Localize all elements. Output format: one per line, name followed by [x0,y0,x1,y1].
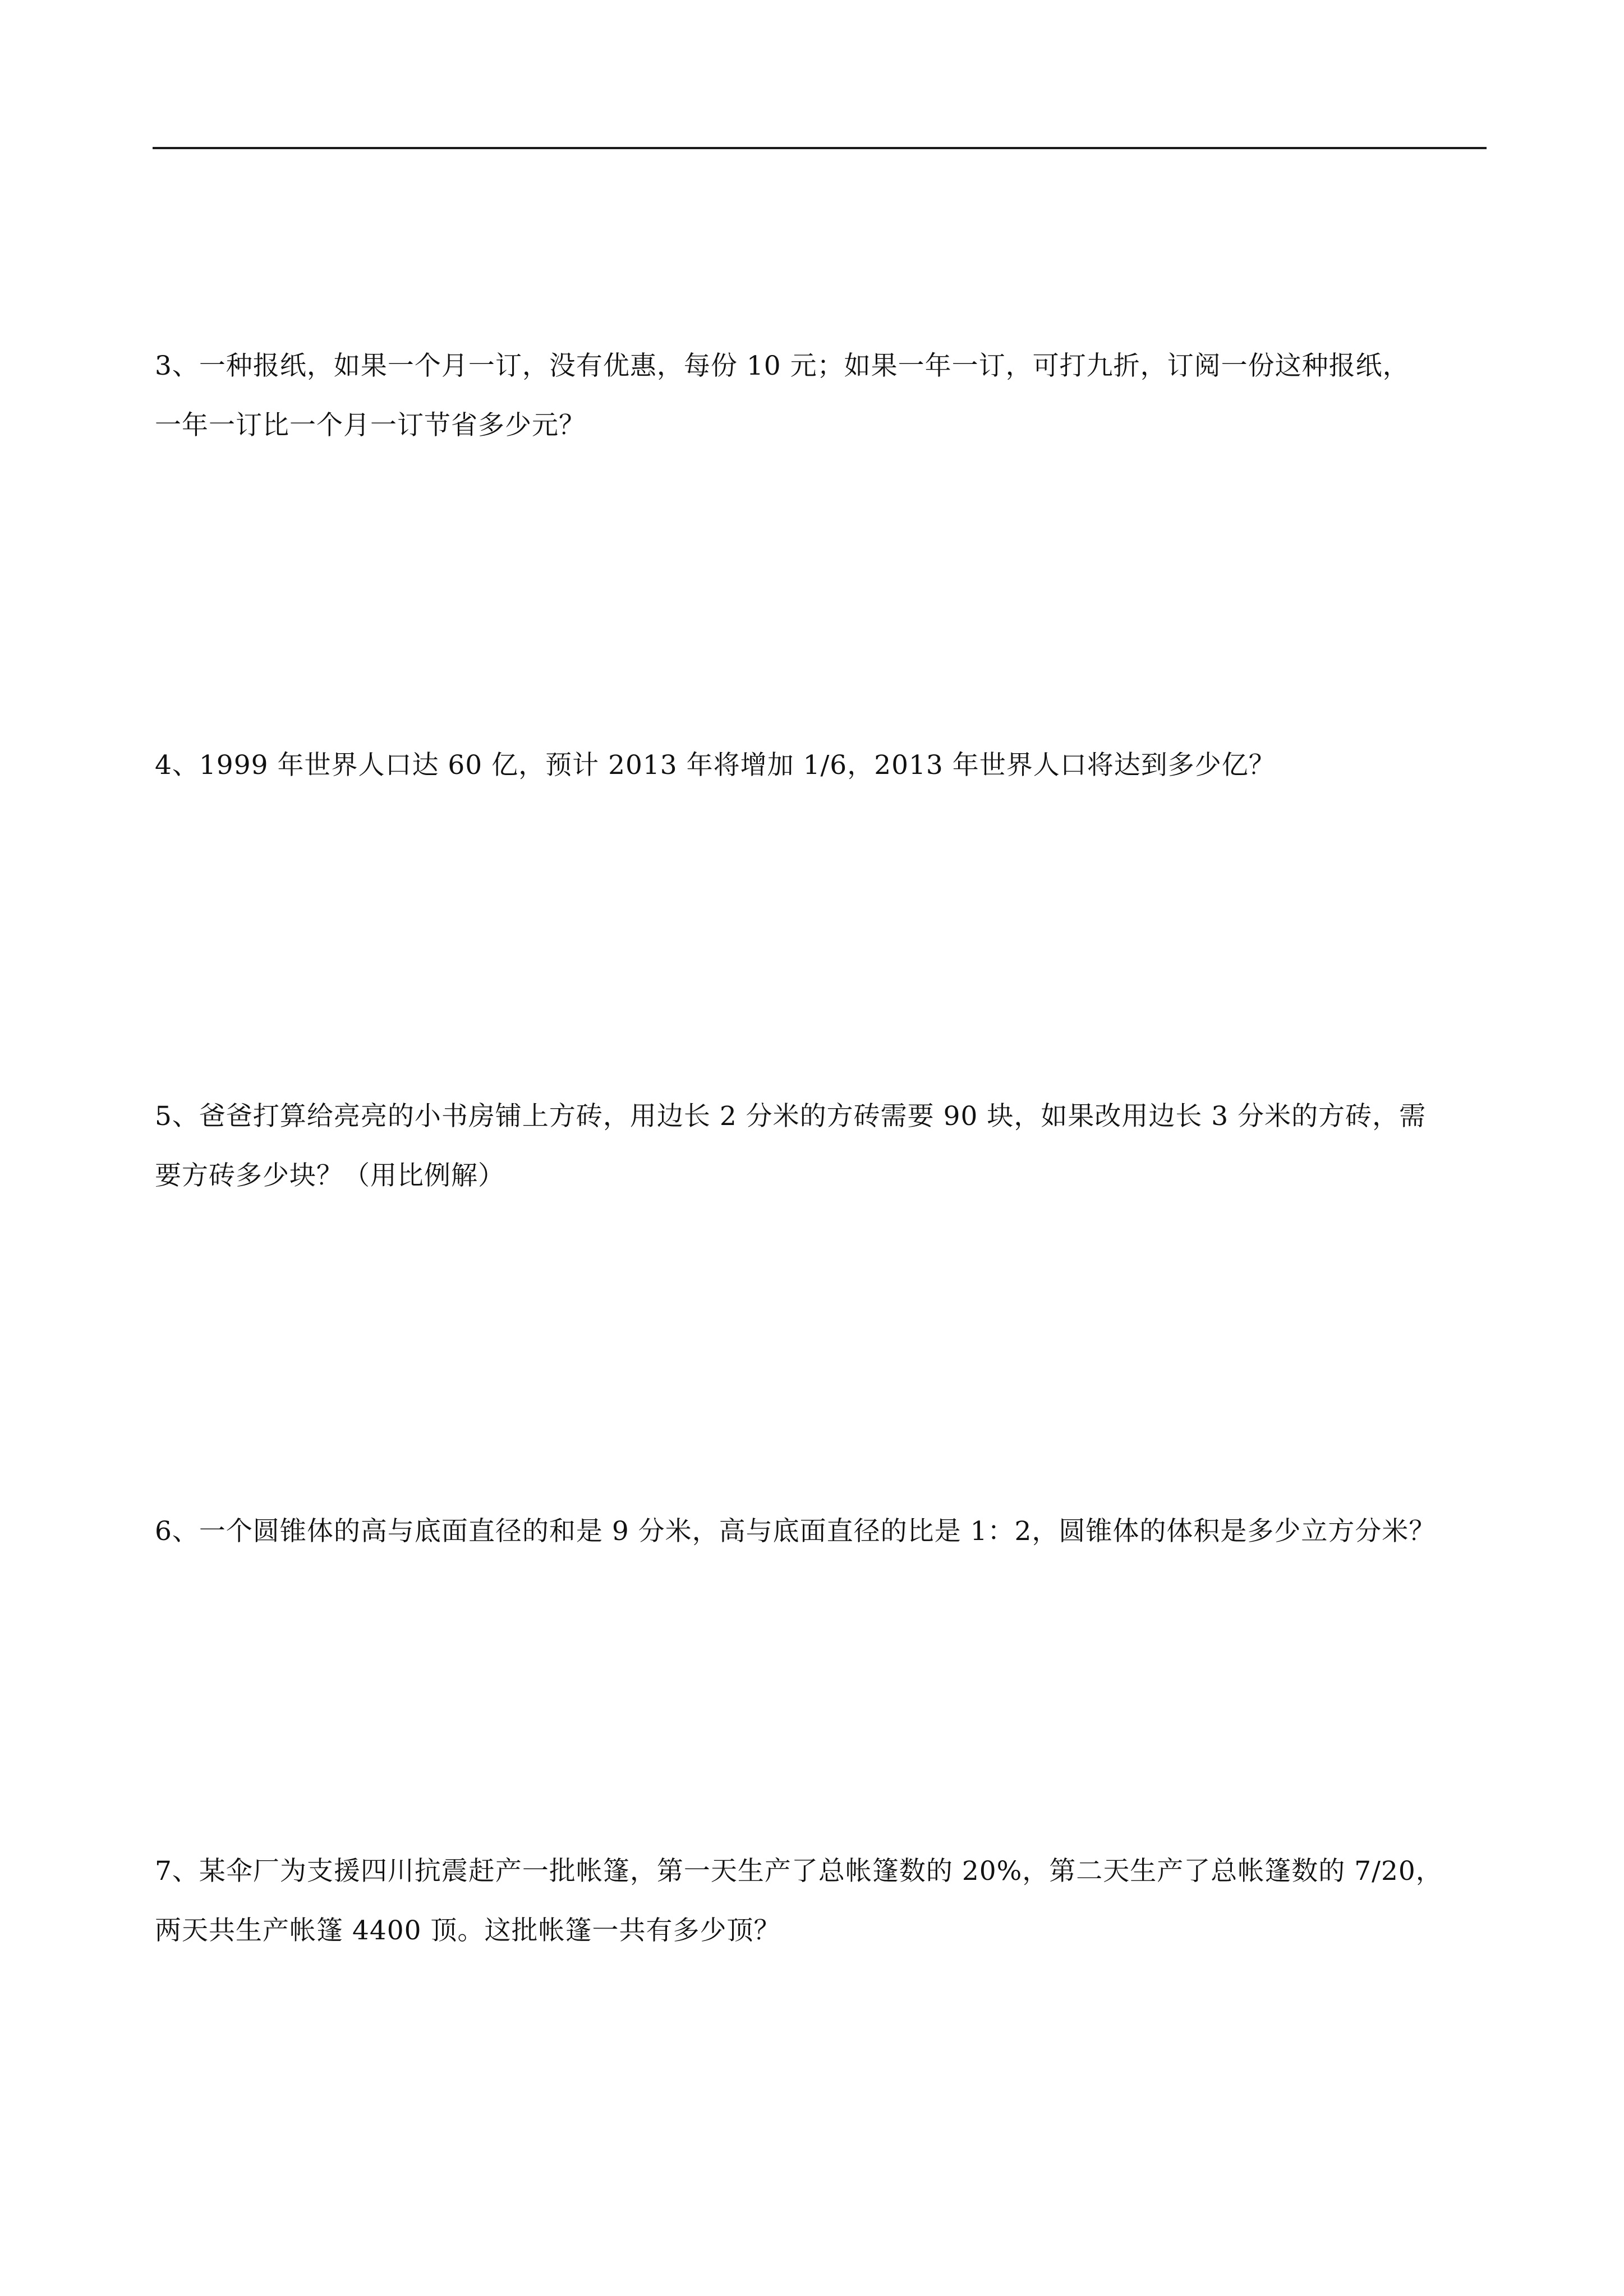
problem-line: 5、爸爸打算给亮亮的小书房铺上方砖，用边长 2 分米的方砖需要 90 块，如果改用边长 3 分米的方砖，需 [155,1101,1427,1132]
problem-line: 两天共生产帐篷 4400 顶。这批帐篷一共有多少顶？ [155,1915,781,1946]
problem-line: 7、某伞厂为支援四川抗震赶产一批帐篷，第一天生产了总帐篷数的 20%，第二天生产了总帐篷数的 7/20， [155,1856,1443,1887]
problem-line: 3、一种报纸，如果一个月一订，没有优惠，每份 10 元；如果一年一订，可打九折，订阅一份这种报纸， [155,351,1410,381]
header-rule [153,147,1487,149]
problem-5 [155,1087,1490,1206]
problem-7 [155,1842,1490,1961]
problem-3 [155,336,1490,455]
problem-line: 6、一个圆锥体的高与底面直径的和是 9 分米，高与底面直径的比是 1：2，圆锥体的体积是多少立方分米？ [155,1516,1436,1547]
problem-6 [155,1502,1490,1561]
problem-4 [155,736,1490,795]
problem-line: 4、1999 年世界人口达 60 亿，预计 2013 年将增加 1/6，2013 年世界人口将达到多少亿？ [155,750,1276,781]
problem-line: 一年一订比一个月一订节省多少元？ [155,410,586,441]
problem-line: 要方砖多少块？（用比例解） [155,1160,505,1191]
